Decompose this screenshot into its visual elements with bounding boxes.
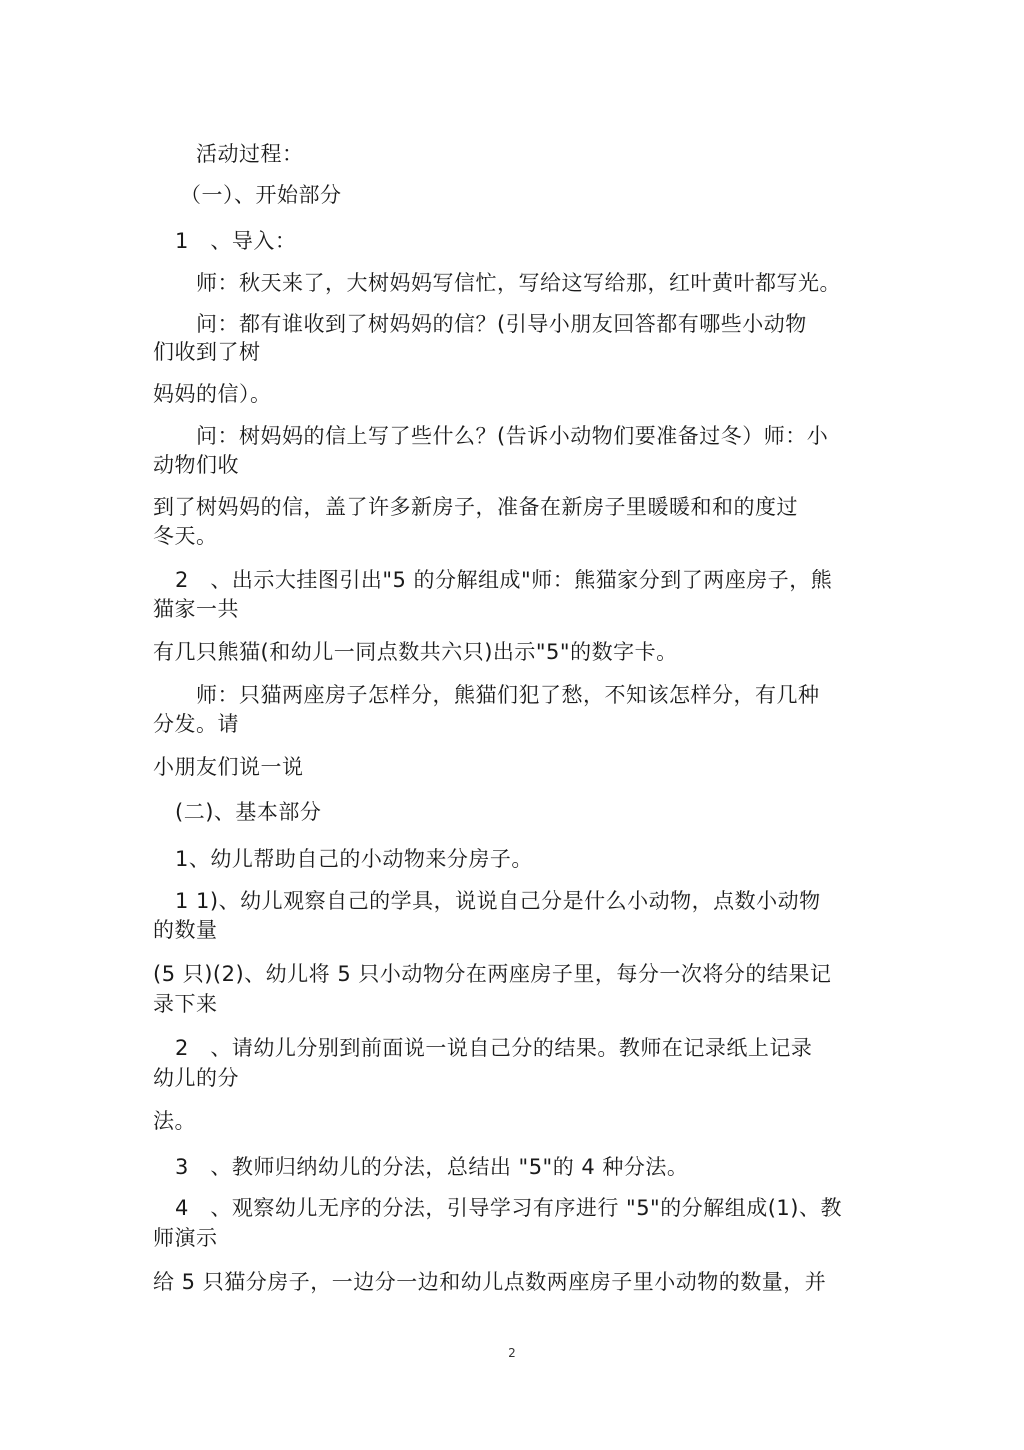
text-line: 幼儿的分 — [153, 1066, 239, 1090]
text-line: 妈妈的信）。 — [153, 382, 272, 406]
text-line: 4 、观察幼儿无序的分法，引导学习有序进行 "5"的分解组成(1)、教 — [175, 1196, 842, 1220]
text-line: 1、幼儿帮助自己的小动物来分房子。 — [175, 847, 533, 871]
text-line: 有几只熊猫(和幼儿一同点数共六只)出示"5"的数字卡。 — [153, 640, 678, 664]
text-line: 问：都有谁收到了树妈妈的信？(引导小朋友回答都有哪些小动物 — [196, 312, 807, 336]
text-line: 的数量 — [153, 918, 218, 942]
text-line: 2 、出示大挂图引出"5 的分解组成"师：熊猫家分到了两座房子，熊 — [175, 568, 833, 592]
text-line: 动物们收 — [153, 453, 239, 477]
text-line: 师：秋天来了，大树妈妈写信忙，写给这写给那，红叶黄叶都写光。 — [196, 271, 841, 295]
text-line: 给 5 只猫分房子，一边分一边和幼儿点数两座房子里小动物的数量，并 — [153, 1270, 827, 1294]
page-number: 2 — [508, 1346, 516, 1360]
text-line: 录下来 — [153, 992, 218, 1016]
text-line: 小朋友们说一说 — [153, 755, 304, 779]
text-line: 师：只猫两座房子怎样分，熊猫们犯了愁，不知该怎样分，有几种 — [196, 683, 820, 707]
text-line: 问：树妈妈的信上写了些什么？(告诉小动物们要准备过冬）师：小 — [196, 424, 829, 448]
text-line: 1 、导入： — [175, 229, 297, 253]
text-line: 到了树妈妈的信，盖了许多新房子，准备在新房子里暖暖和和的度过 — [153, 495, 798, 519]
text-line: 猫家一共 — [153, 597, 239, 621]
text-line: 3 、教师归纳幼儿的分法，总结出 "5"的 4 种分法。 — [175, 1155, 689, 1179]
text-line: 2 、请幼儿分别到前面说一说自己分的结果。教师在记录纸上记录 — [175, 1036, 813, 1060]
text-line: 活动过程： — [196, 142, 304, 166]
text-line: 们收到了树 — [153, 340, 261, 364]
text-line: 分发。请 — [153, 712, 239, 736]
text-line: 师演示 — [153, 1226, 218, 1250]
section-heading: (二)、基本部分 — [175, 800, 322, 824]
text-line: 法。 — [153, 1109, 196, 1133]
section-heading: （一）、开始部分 — [180, 183, 342, 207]
text-line: 1 1)、幼儿观察自己的学具，说说自己分是什么小动物，点数小动物 — [175, 889, 821, 913]
text-line: (5 只)(2)、幼儿将 5 只小动物分在两座房子里，每分一次将分的结果记 — [153, 962, 832, 986]
text-line: 冬天。 — [153, 524, 218, 548]
